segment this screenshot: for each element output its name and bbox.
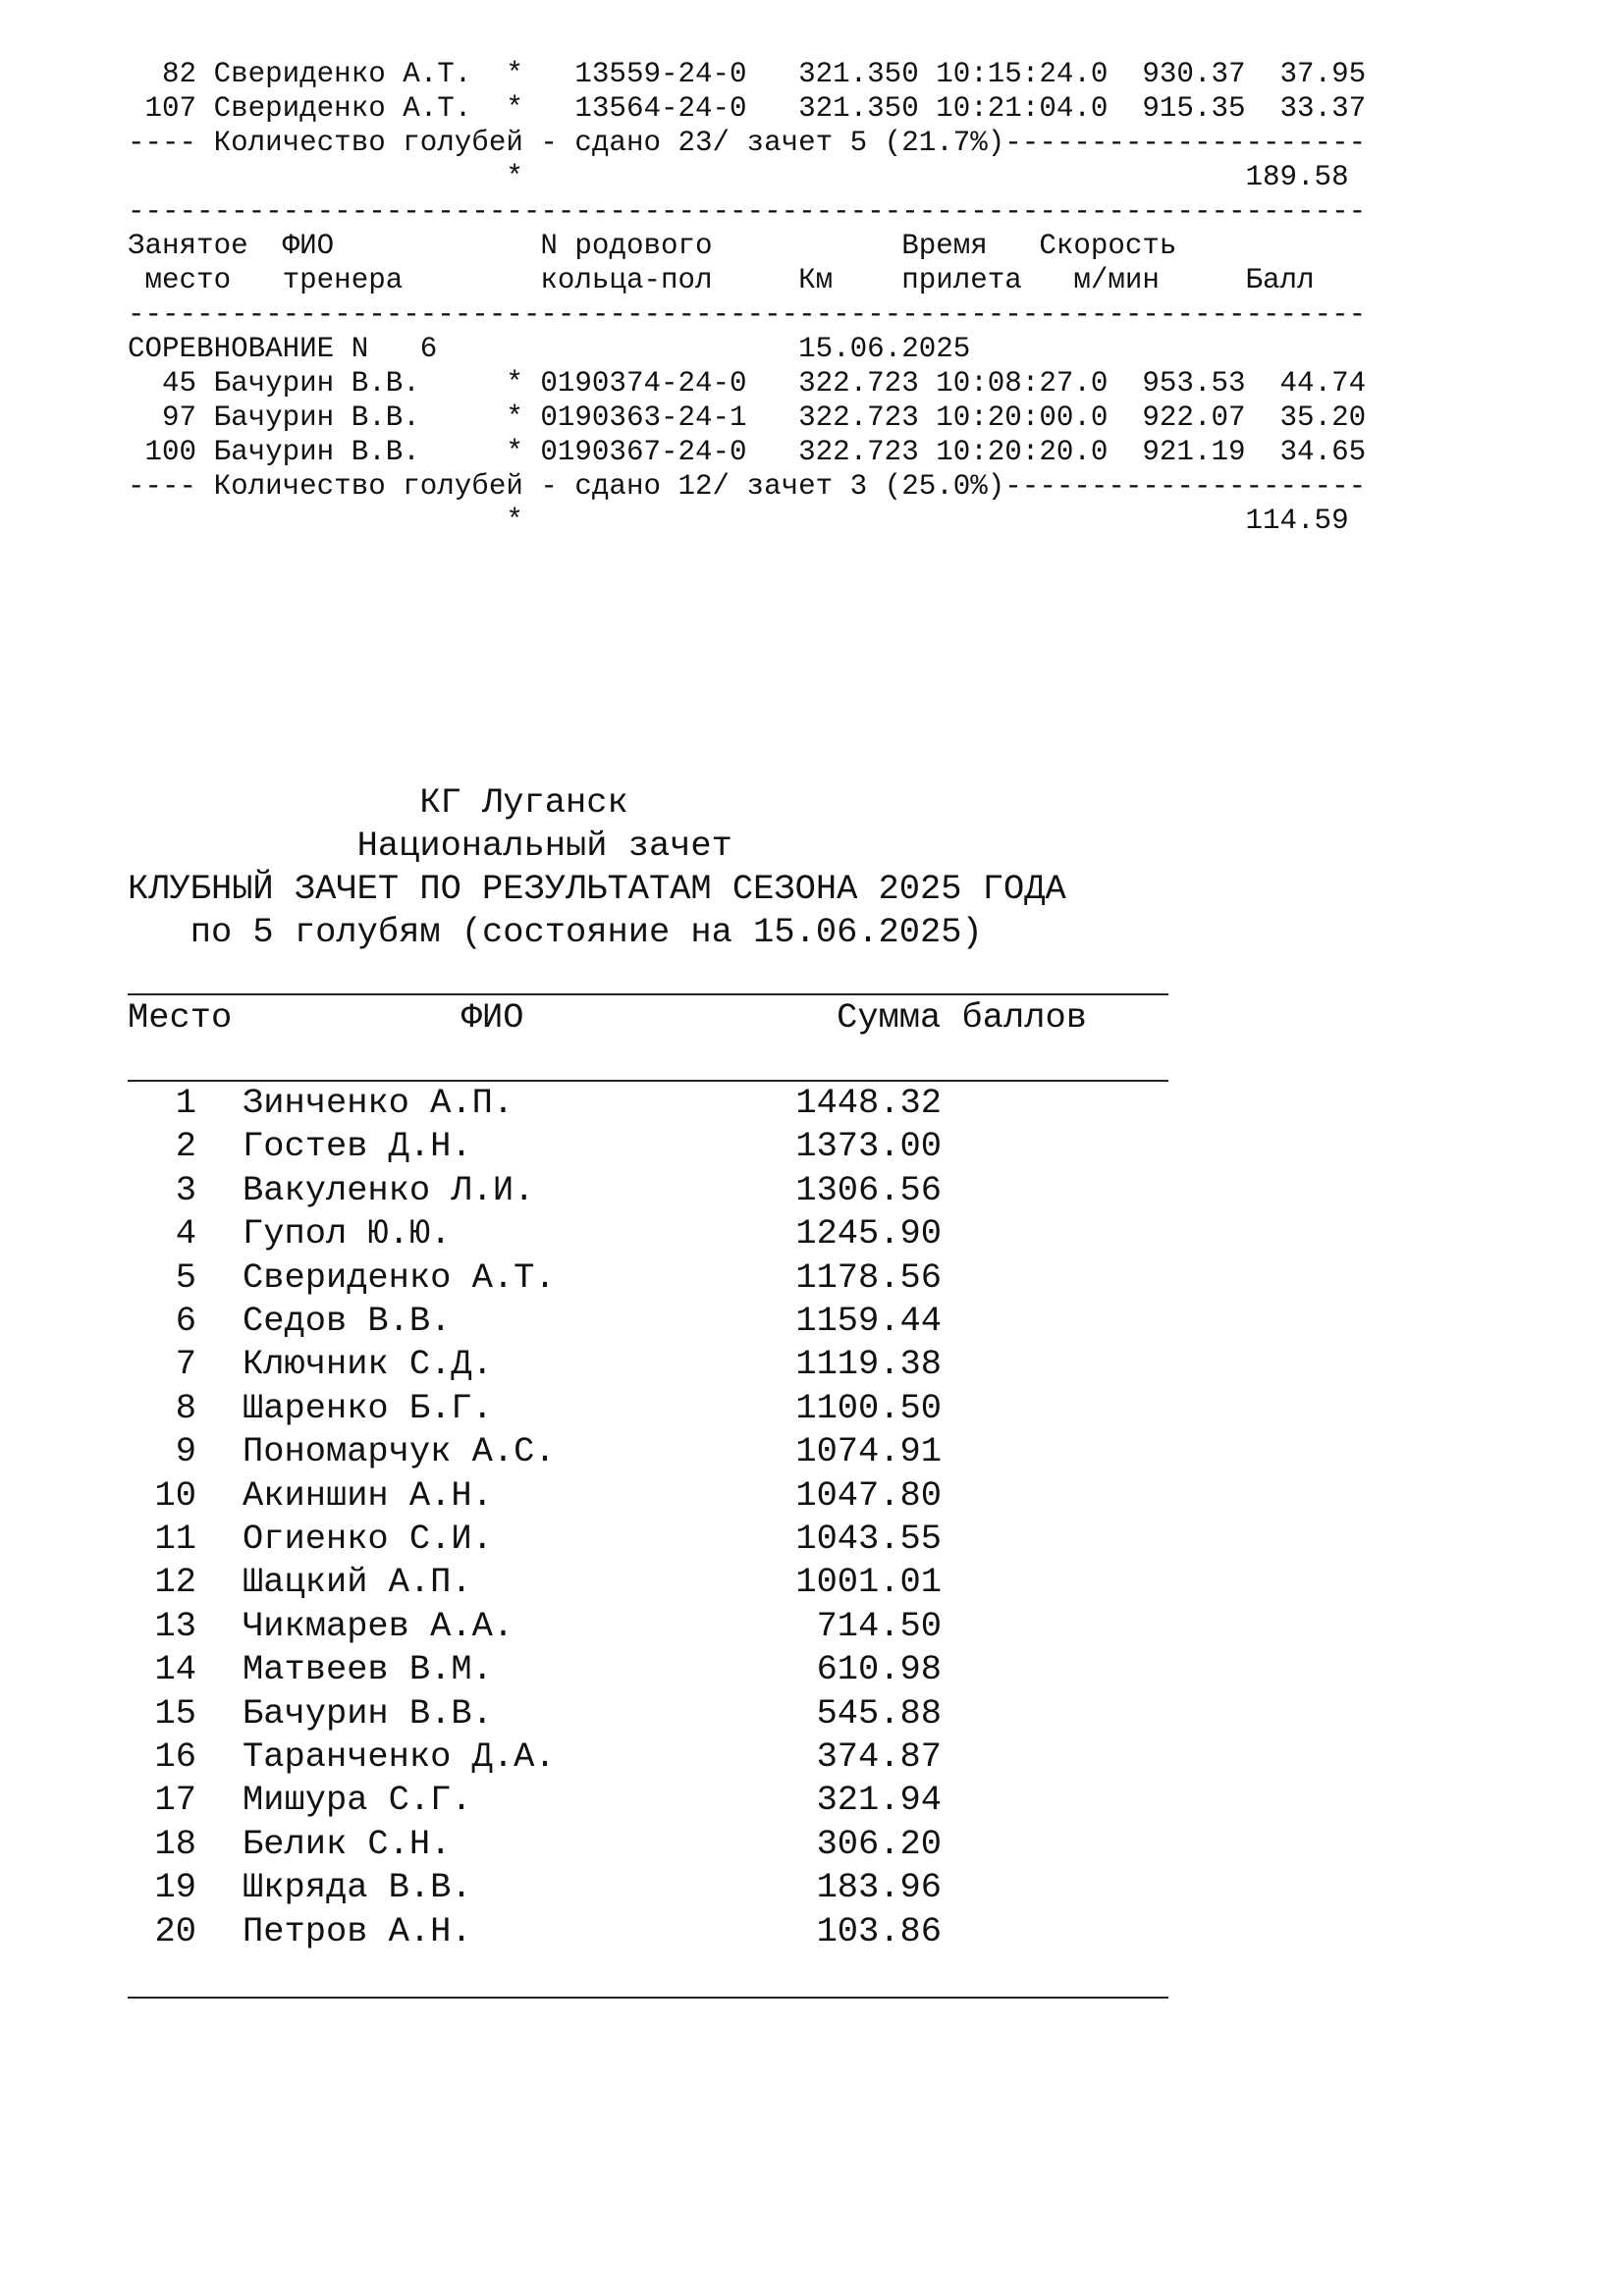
points-sum: 1159.44: [795, 1302, 942, 1341]
standings-title: КЛУБНЫЙ ЗАЧЕТ ПО РЕЗУЛЬТАТАМ СЕЗОНА 2025 ГОДА: [128, 870, 1066, 909]
place: 12: [154, 1563, 196, 1603]
place: 16: [154, 1737, 196, 1777]
trainer-name: Таранченко Д.А.: [243, 1737, 556, 1777]
points-sum: 306.20: [816, 1824, 942, 1864]
trainer-name: Бачурин В.В.: [243, 1693, 493, 1734]
place: 20: [154, 1911, 196, 1951]
points-sum: 374.87: [816, 1737, 942, 1777]
points-sum: 1043.55: [795, 1520, 942, 1559]
place: 1: [175, 1084, 196, 1123]
points-sum: 610.98: [816, 1650, 942, 1690]
points-sum: 1373.00: [795, 1127, 942, 1167]
table-row: [128, 1605, 942, 1648]
total-line: * 189.58: [128, 161, 1349, 193]
separator-line: ------------------------------------------------------------------------: [128, 195, 1367, 228]
table-row: [128, 1910, 942, 1953]
table-row: [128, 1735, 942, 1779]
trainer-name: Шкряда В.В.: [243, 1868, 472, 1908]
table-row: [128, 1387, 942, 1430]
total-line: * 114.59: [128, 505, 1349, 537]
trainer-name: Шаренко Б.Г.: [243, 1388, 493, 1428]
points-sum: 714.50: [816, 1606, 942, 1646]
standings-subtitle: Национальный зачет: [128, 827, 732, 866]
trainer-name: Гостев Д.Н.: [243, 1127, 472, 1167]
points-sum: 1001.01: [795, 1563, 942, 1603]
trainer-name: Вакуленко Л.И.: [243, 1170, 535, 1210]
result-line: 97 Бачурин В.В. * 0190363-24-1 322.723 10:20:00.0 922.07 35.20: [128, 401, 1367, 434]
summary-line: ---- Количество голубей - сдано 12/ зачет 3 (25.0%)---------------------: [128, 470, 1367, 503]
table-row: [128, 1212, 942, 1255]
points-sum: 1245.90: [795, 1214, 942, 1255]
place: 18: [154, 1824, 196, 1864]
table-row: [128, 1823, 942, 1866]
result-line: 45 Бачурин В.В. * 0190374-24-0 322.723 10:08:27.0 953.53 44.74: [128, 367, 1367, 400]
trainer-name: Матвеев В.М.: [243, 1650, 493, 1690]
points-sum: 1178.56: [795, 1257, 942, 1298]
trainer-name: Пономарчук А.С.: [243, 1432, 556, 1472]
column-header-line: Занятое ФИО N родового Время Скорость: [128, 230, 1177, 262]
points-sum: 1448.32: [795, 1084, 942, 1123]
points-sum: 1100.50: [795, 1388, 942, 1428]
trainer-name: Огиенко С.И.: [243, 1520, 493, 1559]
place: 7: [175, 1345, 196, 1385]
table-row: [128, 1779, 942, 1822]
place: 15: [154, 1693, 196, 1734]
place: 17: [154, 1781, 196, 1821]
summary-line: ---- Количество голубей - сдано 23/ зачет 5 (21.7%)---------------------: [128, 127, 1367, 159]
table-bottom-rule: [128, 1997, 1168, 1999]
place: 19: [154, 1868, 196, 1908]
table-row: [128, 1256, 942, 1300]
place: 2: [175, 1127, 196, 1167]
place: 8: [175, 1388, 196, 1428]
points-sum: 183.96: [816, 1868, 942, 1908]
table-row: [128, 1692, 942, 1735]
table-row: [128, 1343, 942, 1386]
points-sum: 1047.80: [795, 1475, 942, 1516]
separator-line: ------------------------------------------------------------------------: [128, 298, 1367, 331]
table-row: [128, 1518, 942, 1561]
trainer-name: Седов В.В.: [243, 1302, 452, 1341]
result-line: 100 Бачурин В.В. * 0190367-24-0 322.723 10:20:20.0 921.19 34.65: [128, 436, 1367, 468]
place: 4: [175, 1214, 196, 1255]
points-sum: 1074.91: [795, 1432, 942, 1472]
points-sum: 103.86: [816, 1911, 942, 1951]
trainer-name: Петров А.Н.: [243, 1911, 472, 1951]
result-line: 82 Свериденко А.Т. * 13559-24-0 321.350 10:15:24.0 930.37 37.95: [128, 58, 1367, 90]
table-header: Место ФИО Сумма баллов: [128, 998, 1087, 1038]
points-sum: 545.88: [816, 1693, 942, 1734]
table-row: [128, 1430, 942, 1473]
trainer-name: Чикмарев А.А.: [243, 1606, 514, 1646]
table-row: [128, 1561, 942, 1604]
table-row: [128, 1648, 942, 1691]
column-header-line: место тренера кольца-пол Км прилета м/мин Балл: [128, 264, 1315, 296]
table-row: [128, 1474, 942, 1518]
table-row: [128, 1866, 942, 1909]
trainer-name: Зинченко А.П.: [243, 1084, 514, 1123]
club-name: КГ Луганск: [128, 783, 628, 823]
table-top-rule: [128, 993, 1168, 995]
trainer-name: Мишура С.Г.: [243, 1781, 472, 1821]
trainer-name: Белик С.Н.: [243, 1824, 452, 1864]
points-sum: 321.94: [816, 1781, 942, 1821]
trainer-name: Свериденко А.Т.: [243, 1257, 556, 1298]
place: 14: [154, 1650, 196, 1690]
trainer-name: Ключник С.Д.: [243, 1345, 493, 1385]
competition-title-line: СОРЕВНОВАНИЕ N 6 15.06.2025: [128, 333, 971, 365]
place: 10: [154, 1475, 196, 1516]
trainer-name: Акиншин А.Н.: [243, 1475, 493, 1516]
table-row: [128, 1300, 942, 1343]
table-row: [128, 1169, 942, 1212]
place: 11: [154, 1520, 196, 1559]
place: 3: [175, 1170, 196, 1210]
trainer-name: Шацкий А.П.: [243, 1563, 472, 1603]
place: 6: [175, 1302, 196, 1341]
table-row: [128, 1125, 942, 1168]
place: 5: [175, 1257, 196, 1298]
table-row: [128, 1082, 942, 1125]
points-sum: 1306.56: [795, 1170, 942, 1210]
result-line: 107 Свериденко А.Т. * 13564-24-0 321.350 10:21:04.0 915.35 33.37: [128, 92, 1367, 125]
place: 9: [175, 1432, 196, 1472]
place: 13: [154, 1606, 196, 1646]
trainer-name: Гупол Ю.Ю.: [243, 1214, 452, 1255]
standings-date-line: по 5 голубям (состояние на 15.06.2025): [128, 913, 983, 952]
points-sum: 1119.38: [795, 1345, 942, 1385]
